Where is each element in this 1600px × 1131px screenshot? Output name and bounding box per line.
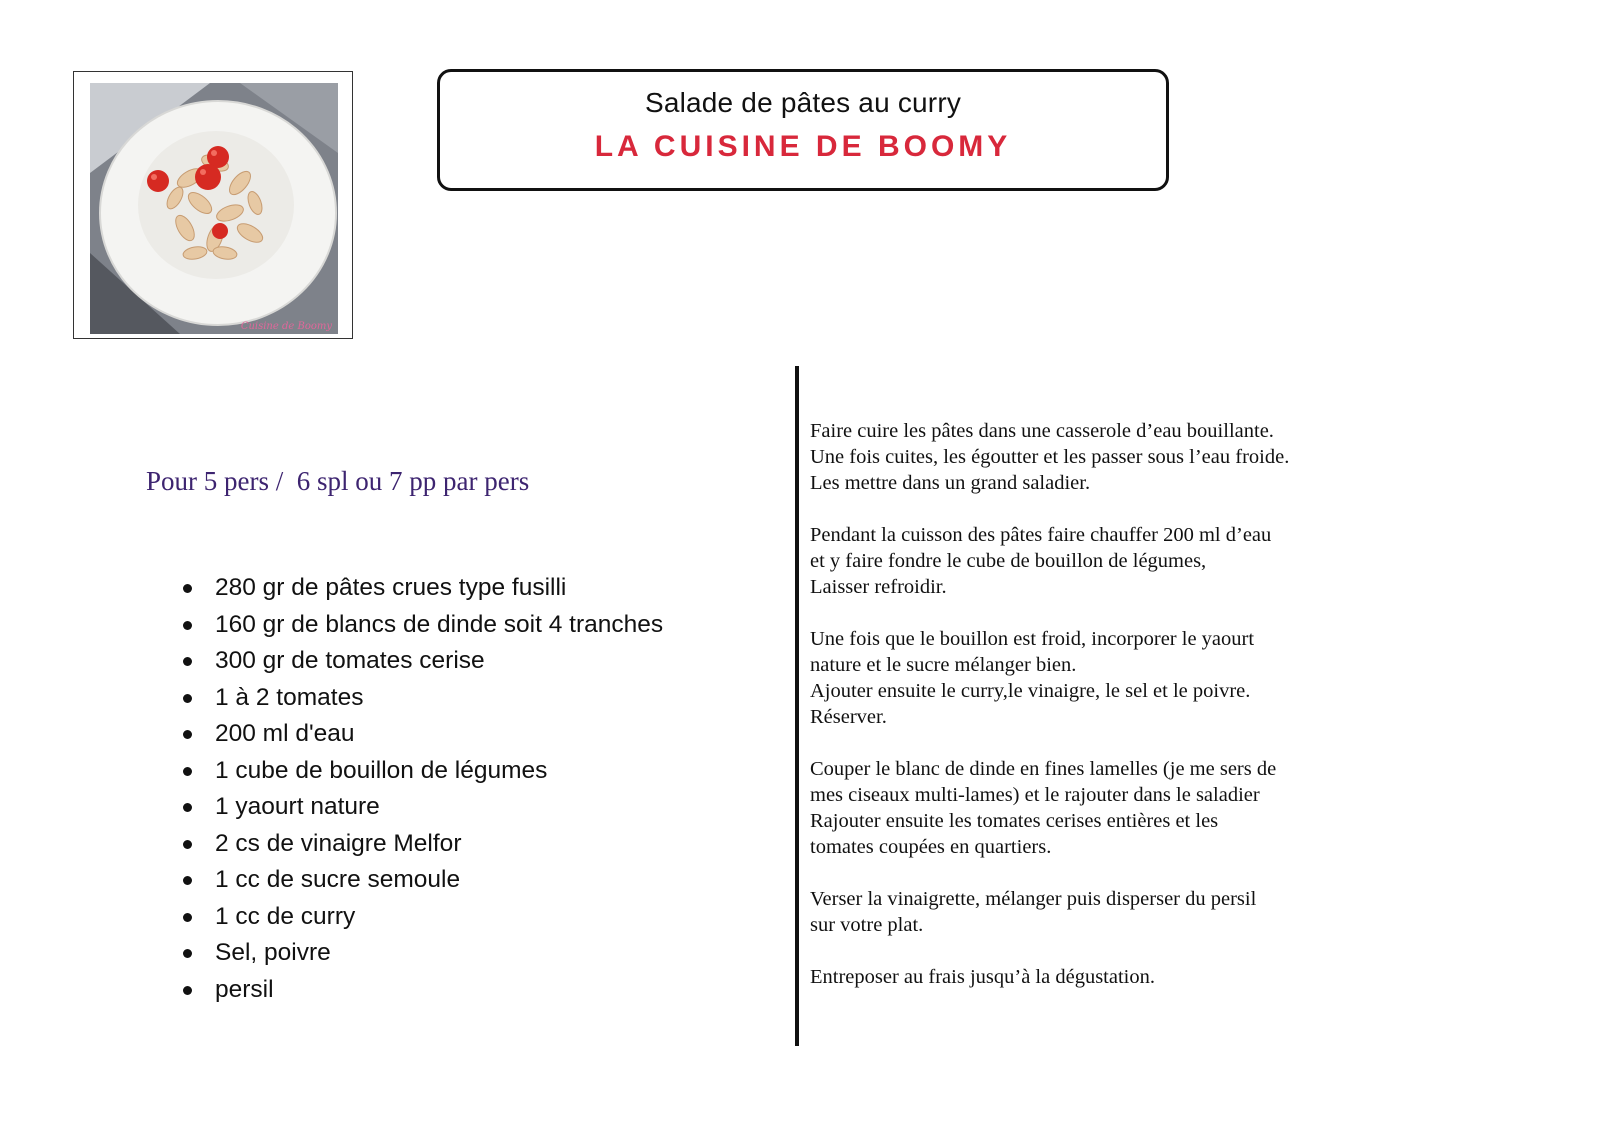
bullet-icon [183,876,192,885]
pasta-plate-image [90,83,338,334]
ingredient-item [178,789,663,826]
ingredient-item [178,607,663,644]
instruction-line: Laisser refroidir. [810,576,947,598]
ingredient-item [178,643,663,680]
bullet-icon [183,621,192,630]
instruction-paragraph [810,522,1570,600]
instruction-line: et y faire fondre le cube de bouillon de légumes, [810,550,1207,572]
instruction-line: mes ciseaux multi-lames) et le rajouter dans le saladier [810,784,1260,806]
bullet-icon [183,949,192,958]
instruction-paragraph [810,418,1570,496]
ingredient-text: 200 ml d'eau [215,720,355,747]
instruction-line: Rajouter ensuite les tomates cerises entières et les [810,810,1219,832]
ingredient-text: 2 cs de vinaigre Melfor [215,829,462,857]
ingredient-item [178,826,663,863]
ingredient-text: 1 cc de sucre semoule [215,866,461,893]
instructions [810,418,1570,1016]
column-divider [795,366,799,1046]
recipe-photo [90,83,338,334]
instruction-line: Entreposer au frais jusqu’à la dégustation. [810,966,1155,988]
instruction-line: sur votre plat. [810,914,924,936]
ingredient-item [178,570,663,607]
bullet-icon [183,730,192,739]
instruction-paragraph [810,626,1570,730]
instruction-line: Une fois cuites, les égoutter et les passer sous l’eau froide. [810,446,1290,468]
instruction-paragraph [810,964,1570,990]
title-box [437,69,1169,191]
bullet-icon [183,986,192,995]
ingredient-item [178,862,663,899]
recipe-title: Salade de pâtes au curry [644,87,962,118]
ingredient-text: 160 gr de blancs de dinde soit 4 tranches [215,610,664,638]
ingredient-text: Sel, poivre [215,939,331,966]
instruction-line: tomates coupées en quartiers. [810,836,1052,858]
recipe-photo-frame [73,71,353,339]
photo-watermark: Cuisine de Boomy [240,321,332,332]
instruction-line: Couper le blanc de dinde en fines lamelles (je me sers de [810,758,1277,780]
ingredient-item [178,753,663,790]
instruction-line: Faire cuire les pâtes dans une casserole d’eau bouillante. [810,420,1274,442]
bullet-icon [183,803,192,812]
instruction-line: Ajouter ensuite le curry,le vinaigre, le sel et le poivre. [810,680,1251,702]
ingredient-item [178,972,663,1009]
servings-info: Pour 5 pers / 6 spl ou 7 pp par pers [146,466,530,496]
ingredient-text: 1 cc de curry [215,902,356,930]
ingredient-text: 280 gr de pâtes crues type fusilli [215,574,567,601]
bullet-icon [183,840,192,849]
ingredient-text: 1 cube de bouillon de légumes [215,756,548,784]
ingredients-list [178,570,663,1008]
instruction-line: Les mettre dans un grand saladier. [810,472,1091,494]
ingredient-text: 1 yaourt nature [215,793,380,820]
bullet-icon [183,657,192,666]
brand-name: LA CUISINE DE BOOMY [594,130,1012,163]
instruction-paragraph [810,756,1570,860]
instruction-line: Une fois que le bouillon est froid, incorporer le yaourt [810,628,1255,650]
bullet-icon [183,694,192,703]
instruction-line: Verser la vinaigrette, mélanger puis disperser du persil [810,888,1257,910]
ingredient-text: 300 gr de tomates cerise [215,647,485,674]
bullet-icon [183,913,192,922]
instruction-line: Pendant la cuisson des pâtes faire chauffer 200 ml d’eau [810,524,1272,546]
instruction-line: Réserver. [810,706,887,728]
ingredient-item [178,899,663,936]
ingredient-item [178,935,663,972]
instruction-paragraph [810,886,1570,938]
instruction-line: nature et le sucre mélanger bien. [810,654,1077,676]
ingredient-item [178,680,663,717]
bullet-icon [183,584,192,593]
ingredient-item [178,716,663,753]
bullet-icon [183,767,192,776]
ingredient-text: 1 à 2 tomates [215,683,364,711]
ingredient-text: persil [215,975,274,1003]
